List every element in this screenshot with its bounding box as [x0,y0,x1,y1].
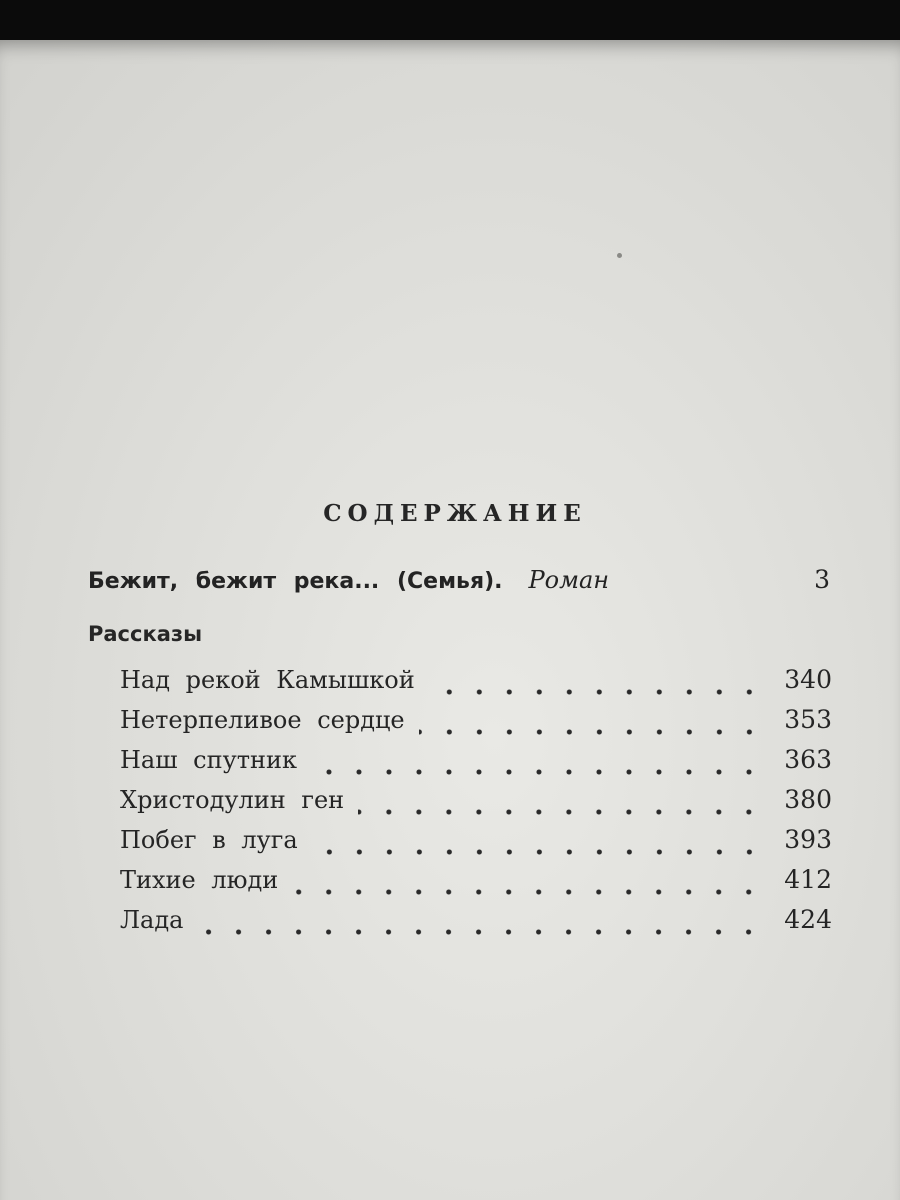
toc-row [120,745,832,785]
toc-row-page-number: 340 [784,665,832,694]
dot-leader [197,928,764,936]
toc-row-title: Христодулин ген [120,786,345,814]
section-heading-stories: Рассказы [88,622,203,646]
dot-leader [358,808,764,816]
toc-main-entry [88,565,830,605]
toc-row [120,905,832,945]
toc-row-page-number: 412 [784,865,832,894]
main-entry-page-number: 3 [814,565,830,594]
toc-row-title: Лада [120,906,184,934]
main-entry-genre: Роман [528,566,610,594]
dot-leader [292,888,764,896]
toc-row-page-number: 363 [784,745,832,774]
toc-row-page-number: 393 [784,825,832,854]
toc-row [120,705,832,745]
toc-row-page-number: 353 [784,705,832,734]
dot-leader [311,768,764,776]
book-page [0,40,900,1200]
toc-title: СОДЕРЖАНИЕ [323,500,587,527]
toc-row-title: Нетерпеливое сердце [120,706,405,734]
toc-row-title: Побег в луга [120,826,298,854]
toc-row [120,865,832,905]
toc-row-page-number: 380 [784,785,832,814]
main-entry-title: Бежит, бежит река... (Семья). [88,569,503,594]
toc-row-title: Наш спутник [120,746,298,774]
toc-row-title: Тихие люди [120,866,279,894]
dot-leader [312,848,764,856]
paper-speck [617,253,622,258]
toc-row [120,785,832,825]
toc-row-title: Над рекой Камышкой [120,666,415,694]
toc-row [120,665,832,705]
dot-leader [429,688,764,696]
dot-leader [419,728,764,736]
toc-row [120,825,832,865]
toc-row-page-number: 424 [784,905,832,934]
story-list [120,665,832,945]
